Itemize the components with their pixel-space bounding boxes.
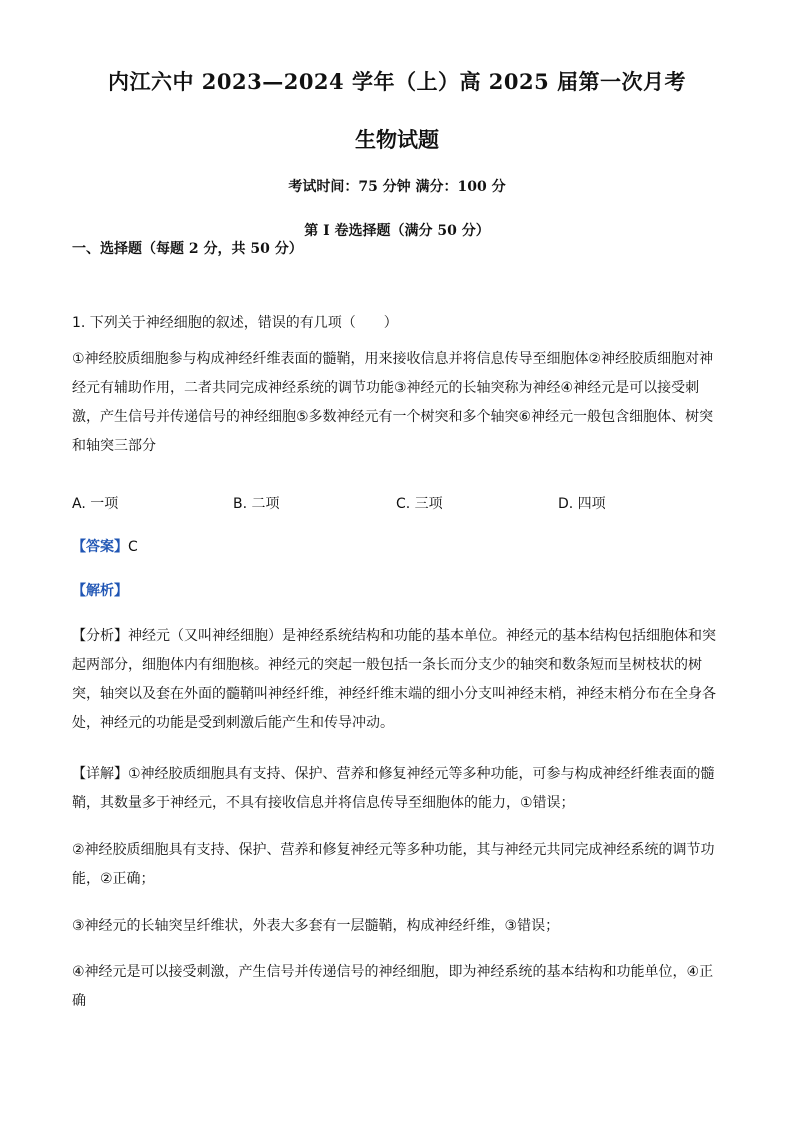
question-statements: ①神经胶质细胞参与构成神经纤维表面的髓鞘，用来接收信息并将信息传导至细胞体②神经胶质细胞对神经元有辅助作用，二者共同完成神经系统的调节功能③神经元的长轴突称为神经④神经元是可以接受刺激，产生信号并传递信号的神经细胞⑤多数神经元有一个树突和多个轴突⑥神经元一般包含细胞体、树突和轴突三部分 (72, 351, 714, 454)
exam-time-score: 考试时间：75 分钟 满分：100 分 (288, 179, 506, 195)
option-a: A. 一项 (72, 496, 119, 512)
answer-value: C (128, 539, 138, 555)
option-b: B. 二项 (233, 496, 280, 512)
volume-title: 第 I 卷选择题（满分 50 分） (304, 223, 490, 239)
option-d: D. 四项 (558, 496, 606, 512)
answer-line (72, 533, 722, 562)
fenxi-tag: 【分析】 (72, 628, 128, 644)
answer-tag: 【答案】 (72, 539, 128, 555)
detail-tag: 【详解】 (72, 766, 128, 782)
fenxi-text: 神经元（又叫神经细胞）是神经系统结构和功能的基本单位。神经元的基本结构包括细胞体和突起两部分，细胞体内有细胞核。神经元的突起一般包括一条长而分支少的轴突和数条短而呈树枝状的树突，轴突以及套在外面的髓鞘叫神经纤维，神经纤维末端的细小分支叫神经末梢，神经末梢分布在全身各处，神经元的功能是受到刺激后能产生和传导冲动。 (72, 628, 716, 731)
part-heading: 一、选择题（每题 2 分，共 50 分） (72, 241, 303, 257)
analysis-line (72, 577, 722, 606)
analysis-tag: 【解析】 (72, 583, 128, 599)
answer-options (72, 490, 722, 519)
exam-subject-title: 生物试题 (355, 127, 439, 152)
option-c: C. 三项 (396, 496, 443, 512)
detail-item-1: ①神经胶质细胞具有支持、保护、营养和修复神经元等多种功能，可参与构成神经纤维表面的髓鞘，其数量多于神经元，不具有接收信息并将信息传导至细胞体的能力，①错误； (72, 766, 715, 811)
detail-item-3: ③神经元的长轴突呈纤维状，外表大多套有一层髓鞘，构成神经纤维，③错误； (72, 918, 560, 934)
detail-item-2: ②神经胶质细胞具有支持、保护、营养和修复神经元等多种功能，其与神经元共同完成神经系统的调节功能，②正确； (72, 842, 715, 887)
detail-paragraph-1 (72, 760, 722, 818)
question-stem: 1. 下列关于神经细胞的叙述，错误的有几项（ ） (72, 315, 398, 331)
detail-item-4: ④神经元是可以接受刺激，产生信号并传递信号的神经细胞，即为神经系统的基本结构和功能单位，④正确 (72, 964, 714, 1009)
analysis-paragraph (72, 622, 722, 738)
exam-title: 内江六中 2023—2024 学年（上）高 2025 届第一次月考 (107, 69, 687, 94)
